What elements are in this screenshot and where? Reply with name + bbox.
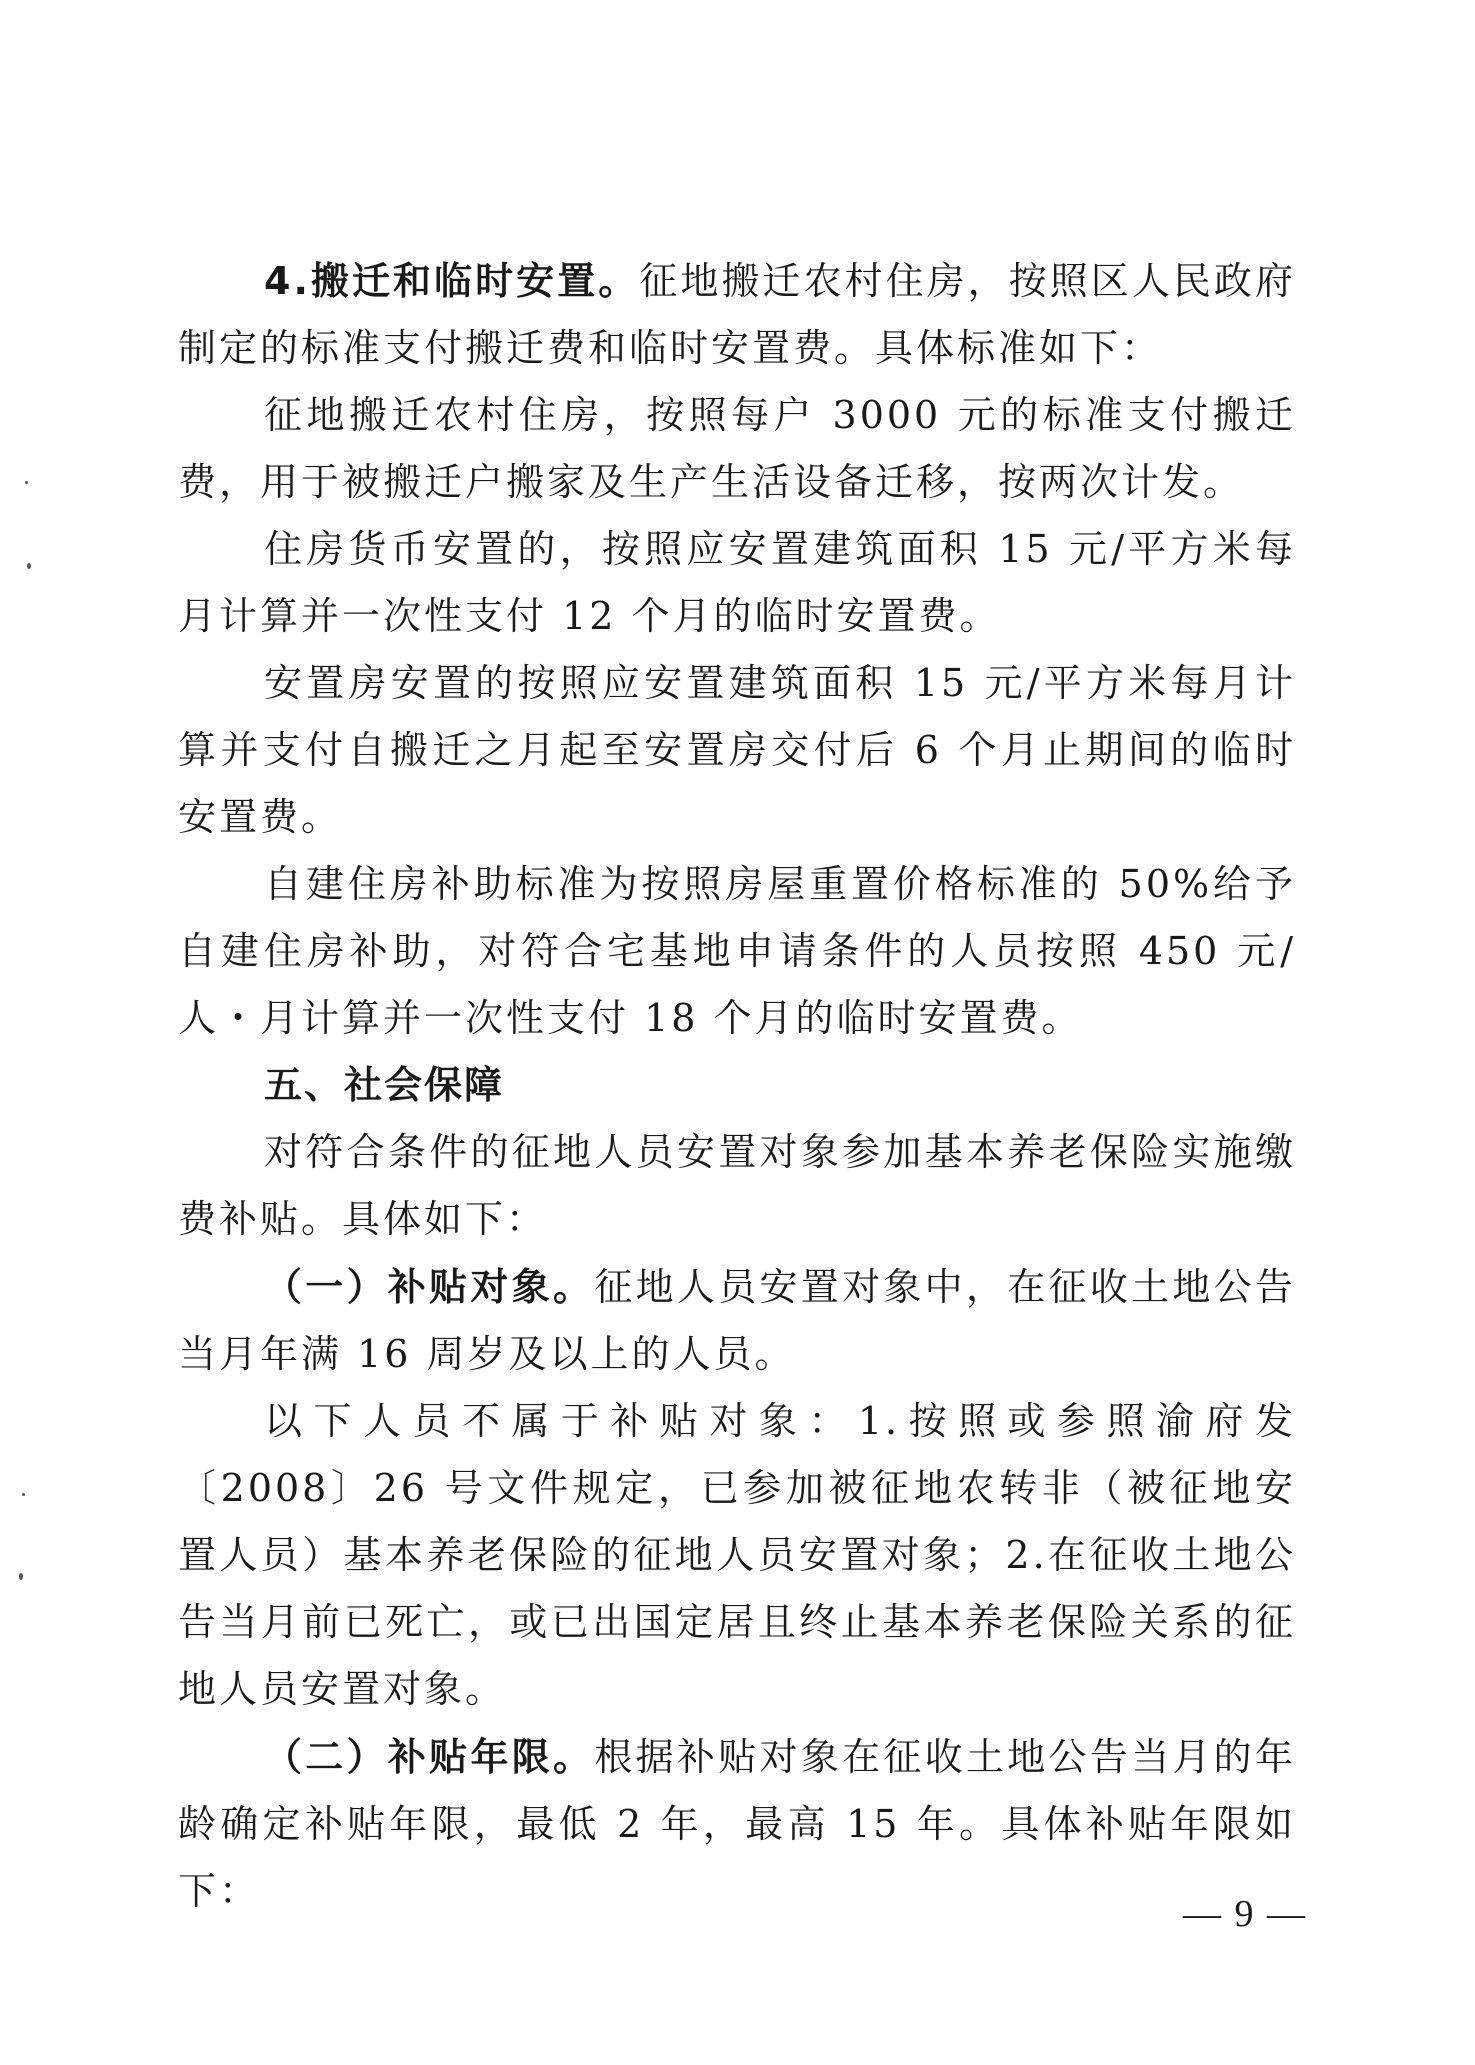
paragraph-text: 征地人员安置对象中，在征收土地公告当月年满 16 周岁及以上的人员。 <box>178 1265 1296 1376</box>
paragraph-subsidy-period <box>178 1723 1296 1925</box>
paragraph-self-built-subsidy: 自建住房补助标准为按照房屋重置价格标准的 50%给予自建住房补助，对符合宅基地申请条件的人员按照 450 元/人・月计算并一次性支付 18 个月的临时安置费。 <box>178 862 1296 1040</box>
scan-mark <box>27 563 31 569</box>
paragraph-lead: （二）补贴年限。 <box>264 1734 595 1779</box>
paragraph-relocation-fee: 征地搬迁农村住房，按照每户 3000 元的标准支付搬迁费，用于被搬迁户搬家及生产生活设备迁移，按两次计发。 <box>178 393 1296 504</box>
paragraph-text: 征地搬迁农村住房，按照区人民政府制定的标准支付搬迁费和临时安置费。具体标准如下： <box>178 259 1296 370</box>
paragraph-excluded-persons: 以下人员不属于补贴对象：1.按照或参照渝府发〔2008〕26 号文件规定，已参加被征地农转非（被征地安置人员）基本养老保险的征地人员安置对象；2.在征收土地公告当月前已死亡，或已出国定居且终止基本养老保险关系的征地人员安置对象。 <box>178 1399 1296 1711</box>
scan-mark <box>19 1573 23 1580</box>
paragraph-insurance-intro: 对符合条件的征地人员安置对象参加基本养老保险实施缴费补贴。具体如下： <box>178 1130 1296 1241</box>
paragraph-relocation <box>178 248 1296 382</box>
paragraph-text: 根据补贴对象在征收土地公告当月的年龄确定补贴年限，最低 2 年，最高 15 年。具体补贴年限如下： <box>178 1735 1296 1913</box>
paragraph-lead: （一）补贴对象。 <box>264 1264 595 1309</box>
scan-mark <box>22 1493 25 1496</box>
paragraph-monetary-resettlement: 住房货币安置的，按照应安置建筑面积 15 元/平方米每月计算并一次性支付 12 个月的临时安置费。 <box>178 527 1296 638</box>
paragraph-lead: 4.搬迁和临时安置。 <box>264 259 640 303</box>
paragraph-housing-resettlement: 安置房安置的按照应安置建筑面积 15 元/平方米每月计算并支付自搬迁之月起至安置房交付后 6 个月止期间的临时安置费。 <box>178 661 1296 839</box>
page-number: — 9 — <box>1183 1893 1307 1935</box>
document-body <box>178 248 1296 1925</box>
section-heading: 五、社会保障 <box>264 1063 505 1107</box>
scan-mark <box>25 481 28 484</box>
paragraph-subsidy-target <box>178 1253 1296 1388</box>
